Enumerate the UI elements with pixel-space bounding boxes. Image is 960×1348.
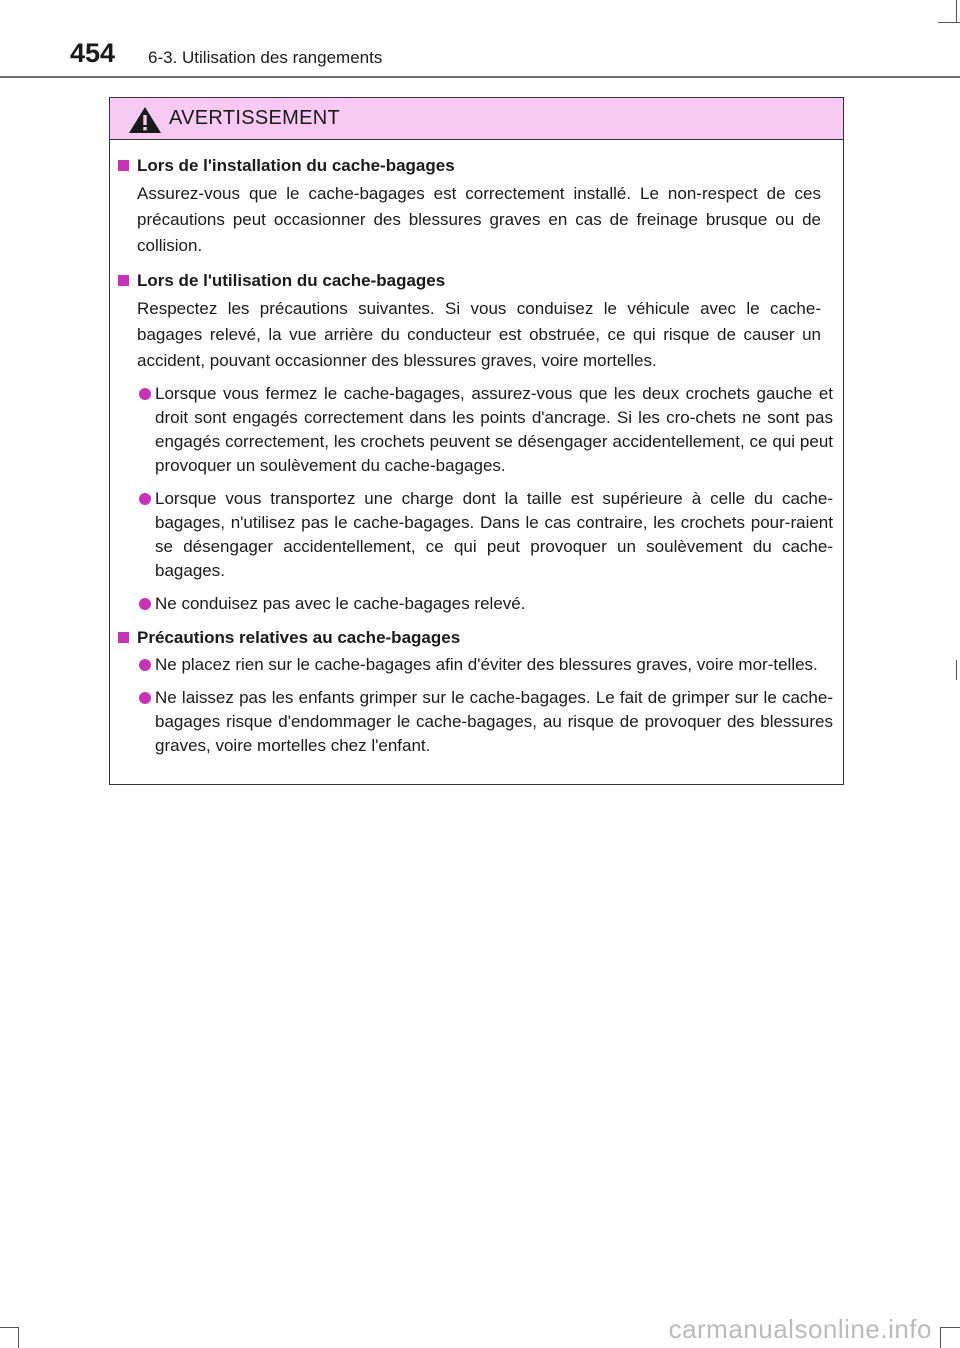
crop-mark (940, 1327, 960, 1328)
square-bullet-icon (118, 160, 129, 171)
section-heading: Lors de l'installation du cache-bagages (118, 154, 835, 178)
header-rule (0, 76, 960, 78)
watermark: carmanualsonline.info (668, 1314, 932, 1344)
crop-mark (940, 1327, 941, 1348)
square-bullet-icon (118, 632, 129, 643)
warning-section (118, 626, 835, 758)
circle-bullet-icon (139, 388, 151, 400)
page-header (0, 0, 960, 80)
crop-mark (956, 0, 957, 22)
circle-bullet-icon (139, 598, 151, 610)
warning-section (118, 154, 835, 259)
warning-title: AVERTISSEMENT (169, 107, 340, 129)
warning-header (110, 98, 843, 140)
crop-mark (938, 22, 960, 23)
circle-bullet-icon (139, 659, 151, 671)
warning-triangle-icon (128, 106, 162, 134)
circle-bullet-icon (139, 692, 151, 704)
section-text: Respectez les précautions suivantes. Si vous conduisez le véhicule avec le cache-bagages relevé, la vue arrière du conducteur est obstruée, ce qui risque de causer un accident, pouvant occasionner des blessures graves, voire mortelles. (137, 299, 821, 370)
warning-section (118, 269, 835, 616)
warning-box (109, 97, 844, 785)
section-heading: Précautions relatives au cache-bagages (118, 626, 835, 650)
list-item: Ne laissez pas les enfants grimper sur le cache-bagages. Le fait de grimper sur le cache-bagages risque d'endommager le cache-bagages, au risque de provoquer des blessures graves, voire mortelles chez l'enfant. (118, 686, 835, 758)
list-item: Ne conduisez pas avec le cache-bagages relevé. (118, 592, 835, 616)
crop-mark (956, 660, 957, 680)
circle-bullet-icon (139, 493, 151, 505)
crop-mark (0, 1327, 18, 1328)
warning-body (110, 140, 843, 758)
list-item: Ne placez rien sur le cache-bagages afin d'éviter des blessures graves, voire mor-telles. (118, 653, 835, 677)
list-item: Lorsque vous fermez le cache-bagages, assurez-vous que les deux crochets gauche et droit sont engagés correctement dans les points d'ancrage. Si les cro-chets ne sont pas engagés correctement, les crochets peuvent se désengager accidentellement, ce qui peut provoquer un soulèvement du cache-bagages. (118, 382, 835, 478)
section-title: 6-3. Utilisation des rangements (148, 48, 383, 67)
page-number: 454 (70, 38, 116, 68)
crop-mark (18, 1327, 19, 1348)
section-heading: Lors de l'utilisation du cache-bagages (118, 269, 835, 293)
square-bullet-icon (118, 275, 129, 286)
section-text: Assurez-vous que le cache-bagages est correctement installé. Le non-respect de ces précautions peut occasionner des blessures graves en cas de freinage brusque ou de collision. (137, 184, 821, 255)
list-item: Lorsque vous transportez une charge dont la taille est supérieure à celle du cache-bagages, n'utilisez pas le cache-bagages. Dans le cas contraire, les crochets pour-raient se désengager accidentellement, ce qui peut provoquer un soulèvement du cache-bagages. (118, 487, 835, 583)
